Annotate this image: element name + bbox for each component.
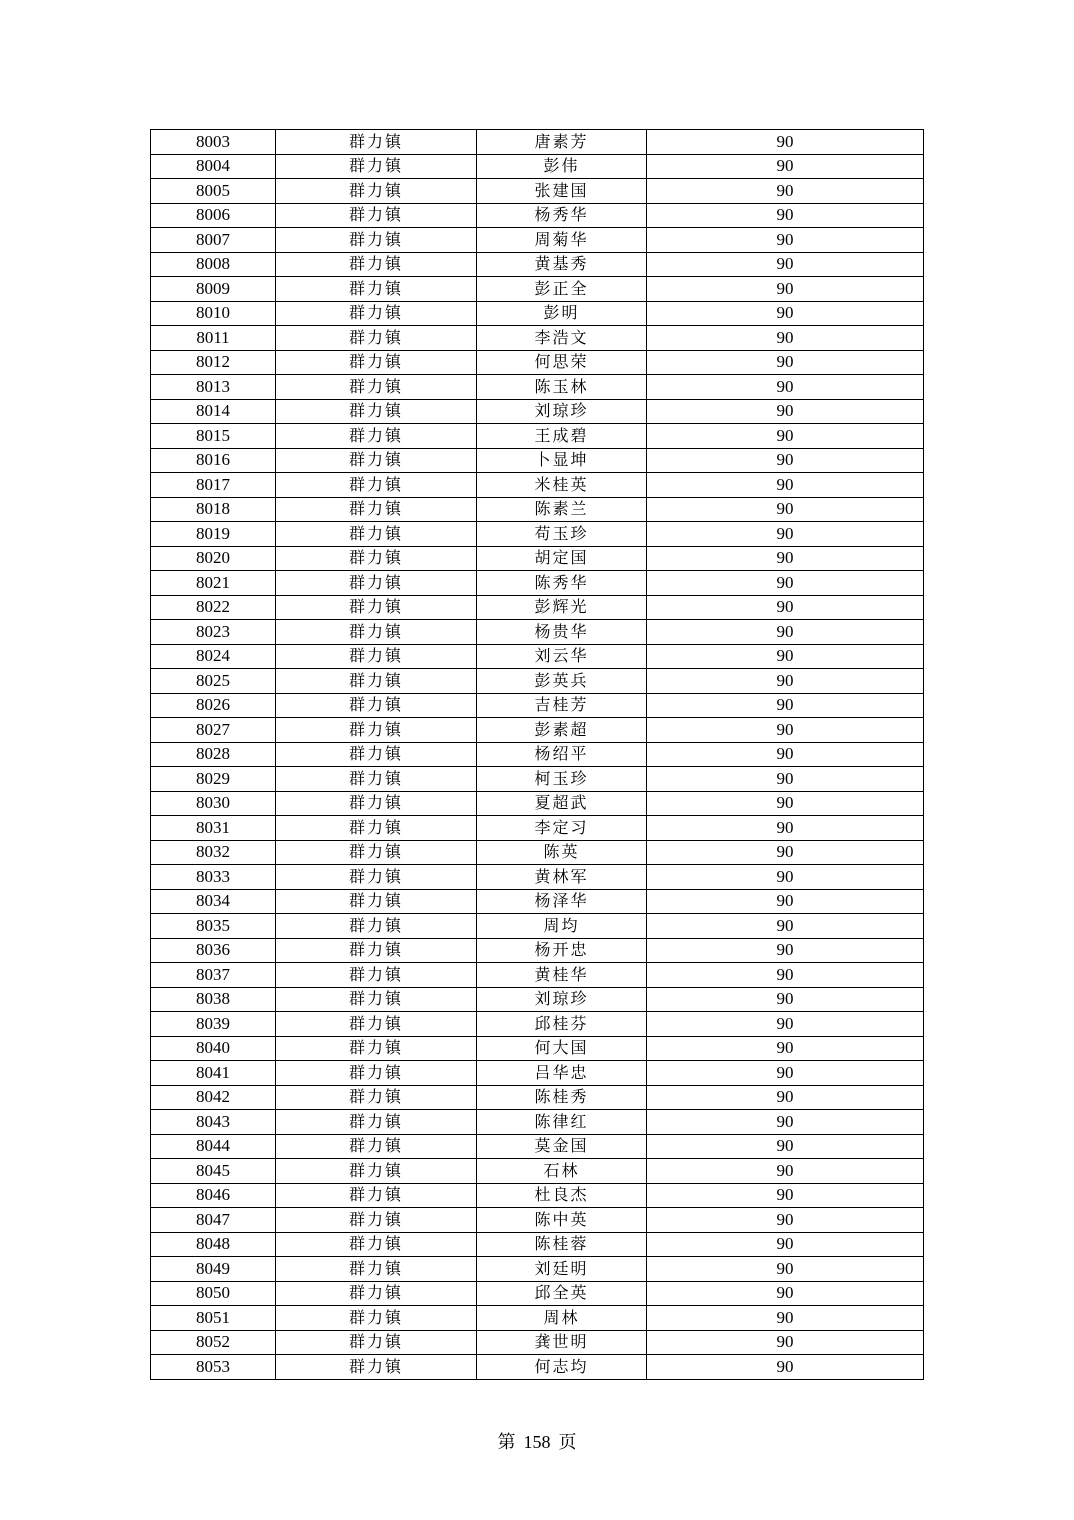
table-row <box>151 767 924 792</box>
name-cell: 陈英 <box>477 840 647 865</box>
score-cell: 90 <box>647 840 924 865</box>
table-row <box>151 1061 924 1086</box>
row-id-cell: 8029 <box>151 767 276 792</box>
score-cell: 90 <box>647 571 924 596</box>
name-cell: 夏超武 <box>477 791 647 816</box>
row-id-cell: 8039 <box>151 1012 276 1037</box>
town-cell: 群力镇 <box>276 1012 477 1037</box>
table-row <box>151 865 924 890</box>
name-cell: 陈玉林 <box>477 375 647 400</box>
row-id-cell: 8018 <box>151 497 276 522</box>
name-cell: 李定习 <box>477 816 647 841</box>
row-id-cell: 8006 <box>151 203 276 228</box>
town-cell: 群力镇 <box>276 914 477 939</box>
name-cell: 石林 <box>477 1159 647 1184</box>
name-cell: 杨开忠 <box>477 938 647 963</box>
town-cell: 群力镇 <box>276 448 477 473</box>
table-row <box>151 203 924 228</box>
table-row <box>151 1036 924 1061</box>
row-id-cell: 8042 <box>151 1085 276 1110</box>
row-id-cell: 8020 <box>151 546 276 571</box>
table-row <box>151 963 924 988</box>
table-row <box>151 1281 924 1306</box>
town-cell: 群力镇 <box>276 375 477 400</box>
town-cell: 群力镇 <box>276 1110 477 1135</box>
table-row <box>151 179 924 204</box>
table-row <box>151 816 924 841</box>
name-cell: 彭辉光 <box>477 595 647 620</box>
row-id-cell: 8048 <box>151 1232 276 1257</box>
row-id-cell: 8021 <box>151 571 276 596</box>
row-id-cell: 8012 <box>151 350 276 375</box>
row-id-cell: 8050 <box>151 1281 276 1306</box>
table-row <box>151 130 924 155</box>
table-row <box>151 546 924 571</box>
table-row <box>151 228 924 253</box>
row-id-cell: 8013 <box>151 375 276 400</box>
score-cell: 90 <box>647 1232 924 1257</box>
row-id-cell: 8009 <box>151 277 276 302</box>
score-cell: 90 <box>647 644 924 669</box>
name-cell: 陈桂蓉 <box>477 1232 647 1257</box>
table-row <box>151 1159 924 1184</box>
name-cell: 何思荣 <box>477 350 647 375</box>
table-row <box>151 1330 924 1355</box>
name-cell: 莫金国 <box>477 1134 647 1159</box>
table-row <box>151 1012 924 1037</box>
name-cell: 周均 <box>477 914 647 939</box>
town-cell: 群力镇 <box>276 742 477 767</box>
row-id-cell: 8025 <box>151 669 276 694</box>
row-id-cell: 8053 <box>151 1355 276 1380</box>
score-cell: 90 <box>647 375 924 400</box>
table-row <box>151 1110 924 1135</box>
name-cell: 王成碧 <box>477 424 647 449</box>
name-cell: 彭明 <box>477 301 647 326</box>
score-cell: 90 <box>647 252 924 277</box>
table-row <box>151 1085 924 1110</box>
score-cell: 90 <box>647 1330 924 1355</box>
name-cell: 杨秀华 <box>477 203 647 228</box>
table-row <box>151 718 924 743</box>
row-id-cell: 8036 <box>151 938 276 963</box>
table-row <box>151 1257 924 1282</box>
town-cell: 群力镇 <box>276 1355 477 1380</box>
score-cell: 90 <box>647 522 924 547</box>
row-id-cell: 8003 <box>151 130 276 155</box>
town-cell: 群力镇 <box>276 497 477 522</box>
table-row <box>151 889 924 914</box>
table-row <box>151 571 924 596</box>
town-cell: 群力镇 <box>276 546 477 571</box>
table-row <box>151 1134 924 1159</box>
table-row <box>151 1208 924 1233</box>
town-cell: 群力镇 <box>276 791 477 816</box>
score-cell: 90 <box>647 693 924 718</box>
row-id-cell: 8016 <box>151 448 276 473</box>
table-row <box>151 448 924 473</box>
name-cell: 张建国 <box>477 179 647 204</box>
score-cell: 90 <box>647 473 924 498</box>
name-cell: 杨贵华 <box>477 620 647 645</box>
name-cell: 胡定国 <box>477 546 647 571</box>
row-id-cell: 8038 <box>151 987 276 1012</box>
row-id-cell: 8017 <box>151 473 276 498</box>
score-cell: 90 <box>647 1134 924 1159</box>
score-cell: 90 <box>647 203 924 228</box>
town-cell: 群力镇 <box>276 620 477 645</box>
roster-table-body <box>151 130 924 1380</box>
name-cell: 龚世明 <box>477 1330 647 1355</box>
score-cell: 90 <box>647 1036 924 1061</box>
town-cell: 群力镇 <box>276 767 477 792</box>
name-cell: 杨泽华 <box>477 889 647 914</box>
name-cell: 唐素芳 <box>477 130 647 155</box>
row-id-cell: 8011 <box>151 326 276 351</box>
score-cell: 90 <box>647 448 924 473</box>
name-cell: 何志均 <box>477 1355 647 1380</box>
score-cell: 90 <box>647 816 924 841</box>
row-id-cell: 8051 <box>151 1306 276 1331</box>
score-cell: 90 <box>647 865 924 890</box>
score-cell: 90 <box>647 1208 924 1233</box>
town-cell: 群力镇 <box>276 277 477 302</box>
table-row <box>151 375 924 400</box>
name-cell: 刘琼珍 <box>477 987 647 1012</box>
table-row <box>151 326 924 351</box>
town-cell: 群力镇 <box>276 399 477 424</box>
score-cell: 90 <box>647 130 924 155</box>
score-cell: 90 <box>647 277 924 302</box>
table-row <box>151 791 924 816</box>
town-cell: 群力镇 <box>276 1061 477 1086</box>
town-cell: 群力镇 <box>276 154 477 179</box>
town-cell: 群力镇 <box>276 816 477 841</box>
town-cell: 群力镇 <box>276 987 477 1012</box>
name-cell: 苟玉珍 <box>477 522 647 547</box>
town-cell: 群力镇 <box>276 326 477 351</box>
row-id-cell: 8049 <box>151 1257 276 1282</box>
town-cell: 群力镇 <box>276 1159 477 1184</box>
town-cell: 群力镇 <box>276 865 477 890</box>
row-id-cell: 8015 <box>151 424 276 449</box>
row-id-cell: 8034 <box>151 889 276 914</box>
score-cell: 90 <box>647 1355 924 1380</box>
table-row <box>151 277 924 302</box>
row-id-cell: 8026 <box>151 693 276 718</box>
score-cell: 90 <box>647 938 924 963</box>
score-cell: 90 <box>647 1183 924 1208</box>
row-id-cell: 8031 <box>151 816 276 841</box>
table-row <box>151 914 924 939</box>
score-cell: 90 <box>647 669 924 694</box>
row-id-cell: 8022 <box>151 595 276 620</box>
town-cell: 群力镇 <box>276 840 477 865</box>
roster-table <box>150 129 924 1380</box>
row-id-cell: 8052 <box>151 1330 276 1355</box>
table-row <box>151 1355 924 1380</box>
town-cell: 群力镇 <box>276 1257 477 1282</box>
town-cell: 群力镇 <box>276 1134 477 1159</box>
score-cell: 90 <box>647 326 924 351</box>
name-cell: 吕华忠 <box>477 1061 647 1086</box>
town-cell: 群力镇 <box>276 644 477 669</box>
name-cell: 刘廷明 <box>477 1257 647 1282</box>
row-id-cell: 8046 <box>151 1183 276 1208</box>
score-cell: 90 <box>647 1281 924 1306</box>
table-row <box>151 252 924 277</box>
name-cell: 陈律红 <box>477 1110 647 1135</box>
town-cell: 群力镇 <box>276 228 477 253</box>
row-id-cell: 8019 <box>151 522 276 547</box>
row-id-cell: 8027 <box>151 718 276 743</box>
name-cell: 周菊华 <box>477 228 647 253</box>
table-row <box>151 1183 924 1208</box>
row-id-cell: 8032 <box>151 840 276 865</box>
row-id-cell: 8008 <box>151 252 276 277</box>
name-cell: 刘琼珍 <box>477 399 647 424</box>
name-cell: 陈素兰 <box>477 497 647 522</box>
score-cell: 90 <box>647 154 924 179</box>
name-cell: 邱全英 <box>477 1281 647 1306</box>
row-id-cell: 8035 <box>151 914 276 939</box>
town-cell: 群力镇 <box>276 669 477 694</box>
table-row <box>151 644 924 669</box>
row-id-cell: 8041 <box>151 1061 276 1086</box>
score-cell: 90 <box>647 1110 924 1135</box>
row-id-cell: 8028 <box>151 742 276 767</box>
town-cell: 群力镇 <box>276 1281 477 1306</box>
table-row <box>151 620 924 645</box>
town-cell: 群力镇 <box>276 595 477 620</box>
table-row <box>151 497 924 522</box>
name-cell: 陈桂秀 <box>477 1085 647 1110</box>
town-cell: 群力镇 <box>276 718 477 743</box>
score-cell: 90 <box>647 546 924 571</box>
name-cell: 陈秀华 <box>477 571 647 596</box>
row-id-cell: 8044 <box>151 1134 276 1159</box>
name-cell: 黄基秀 <box>477 252 647 277</box>
name-cell: 柯玉珍 <box>477 767 647 792</box>
name-cell: 米桂英 <box>477 473 647 498</box>
row-id-cell: 8037 <box>151 963 276 988</box>
row-id-cell: 8004 <box>151 154 276 179</box>
town-cell: 群力镇 <box>276 301 477 326</box>
score-cell: 90 <box>647 301 924 326</box>
name-cell: 杜良杰 <box>477 1183 647 1208</box>
score-cell: 90 <box>647 1306 924 1331</box>
row-id-cell: 8010 <box>151 301 276 326</box>
page-suffix: 页 <box>558 1432 577 1452</box>
town-cell: 群力镇 <box>276 1085 477 1110</box>
page-prefix: 第 <box>497 1432 516 1452</box>
score-cell: 90 <box>647 1159 924 1184</box>
row-id-cell: 8007 <box>151 228 276 253</box>
table-row <box>151 938 924 963</box>
town-cell: 群力镇 <box>276 693 477 718</box>
table-row <box>151 693 924 718</box>
row-id-cell: 8024 <box>151 644 276 669</box>
town-cell: 群力镇 <box>276 179 477 204</box>
score-cell: 90 <box>647 350 924 375</box>
name-cell: 卜显坤 <box>477 448 647 473</box>
row-id-cell: 8043 <box>151 1110 276 1135</box>
name-cell: 黄林军 <box>477 865 647 890</box>
table-row <box>151 522 924 547</box>
name-cell: 吉桂芳 <box>477 693 647 718</box>
row-id-cell: 8047 <box>151 1208 276 1233</box>
table-row <box>151 742 924 767</box>
score-cell: 90 <box>647 179 924 204</box>
score-cell: 90 <box>647 399 924 424</box>
town-cell: 群力镇 <box>276 1306 477 1331</box>
score-cell: 90 <box>647 1061 924 1086</box>
score-cell: 90 <box>647 889 924 914</box>
table-row <box>151 154 924 179</box>
table-row <box>151 1306 924 1331</box>
row-id-cell: 8045 <box>151 1159 276 1184</box>
table-row <box>151 301 924 326</box>
name-cell: 黄桂华 <box>477 963 647 988</box>
town-cell: 群力镇 <box>276 889 477 914</box>
town-cell: 群力镇 <box>276 1208 477 1233</box>
name-cell: 周林 <box>477 1306 647 1331</box>
table-row <box>151 669 924 694</box>
row-id-cell: 8030 <box>151 791 276 816</box>
name-cell: 杨绍平 <box>477 742 647 767</box>
score-cell: 90 <box>647 620 924 645</box>
name-cell: 何大国 <box>477 1036 647 1061</box>
name-cell: 邱桂芬 <box>477 1012 647 1037</box>
table-row <box>151 1232 924 1257</box>
town-cell: 群力镇 <box>276 130 477 155</box>
name-cell: 彭伟 <box>477 154 647 179</box>
name-cell: 李浩文 <box>477 326 647 351</box>
score-cell: 90 <box>647 424 924 449</box>
name-cell: 彭素超 <box>477 718 647 743</box>
score-cell: 90 <box>647 228 924 253</box>
town-cell: 群力镇 <box>276 350 477 375</box>
table-row <box>151 987 924 1012</box>
town-cell: 群力镇 <box>276 203 477 228</box>
table-row <box>151 473 924 498</box>
row-id-cell: 8040 <box>151 1036 276 1061</box>
town-cell: 群力镇 <box>276 571 477 596</box>
town-cell: 群力镇 <box>276 1330 477 1355</box>
page-number: 158 <box>523 1432 551 1452</box>
score-cell: 90 <box>647 1012 924 1037</box>
row-id-cell: 8023 <box>151 620 276 645</box>
score-cell: 90 <box>647 595 924 620</box>
score-cell: 90 <box>647 963 924 988</box>
score-cell: 90 <box>647 791 924 816</box>
row-id-cell: 8033 <box>151 865 276 890</box>
score-cell: 90 <box>647 742 924 767</box>
town-cell: 群力镇 <box>276 1232 477 1257</box>
score-cell: 90 <box>647 987 924 1012</box>
row-id-cell: 8014 <box>151 399 276 424</box>
page-footer <box>0 1428 1074 1454</box>
town-cell: 群力镇 <box>276 1183 477 1208</box>
score-cell: 90 <box>647 1257 924 1282</box>
town-cell: 群力镇 <box>276 963 477 988</box>
table-row <box>151 424 924 449</box>
row-id-cell: 8005 <box>151 179 276 204</box>
table-row <box>151 840 924 865</box>
score-cell: 90 <box>647 914 924 939</box>
town-cell: 群力镇 <box>276 252 477 277</box>
score-cell: 90 <box>647 718 924 743</box>
name-cell: 彭英兵 <box>477 669 647 694</box>
table-row <box>151 595 924 620</box>
town-cell: 群力镇 <box>276 1036 477 1061</box>
score-cell: 90 <box>647 1085 924 1110</box>
town-cell: 群力镇 <box>276 424 477 449</box>
score-cell: 90 <box>647 767 924 792</box>
name-cell: 陈中英 <box>477 1208 647 1233</box>
roster-table-container <box>150 129 923 1380</box>
town-cell: 群力镇 <box>276 938 477 963</box>
score-cell: 90 <box>647 497 924 522</box>
table-row <box>151 399 924 424</box>
name-cell: 彭正全 <box>477 277 647 302</box>
town-cell: 群力镇 <box>276 473 477 498</box>
table-row <box>151 350 924 375</box>
town-cell: 群力镇 <box>276 522 477 547</box>
name-cell: 刘云华 <box>477 644 647 669</box>
